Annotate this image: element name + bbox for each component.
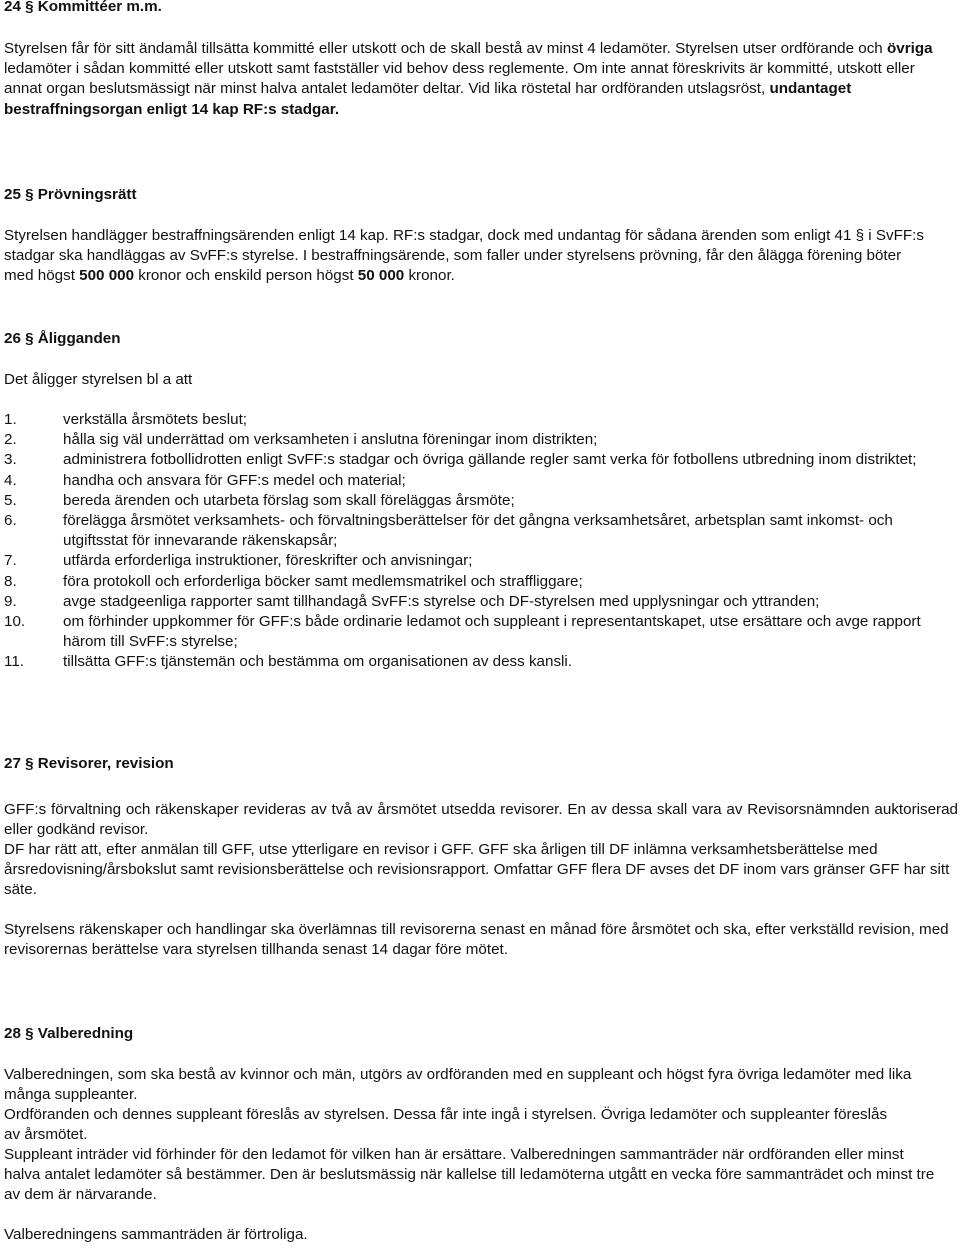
- section-27-heading: 27 § Revisorer, revision: [4, 755, 174, 772]
- duty-item-number: 8.: [4, 572, 17, 590]
- duty-list-item: [4, 652, 944, 672]
- duty-item-number: 7.: [4, 552, 17, 570]
- duty-item-number: 9.: [4, 592, 17, 610]
- duty-item-text: utfärda erforderliga instruktioner, föreskrifter och anvisningar;: [63, 552, 473, 570]
- duties-list: [4, 410, 944, 673]
- section-27-paragraph-2: DF har rätt att, efter anmälan till GFF, utse ytterligare en revisor i GFF. GFF ska årligen till DF inlämna verksamhetsberättelse med årsredovisning/årsbokslut samt revisionsberättelse och revisionsrapport. Omfattar GFF flera DF avses det DF inom vars gränser GFF har sitt säte.: [4, 841, 950, 899]
- duty-item-number: 11.: [4, 653, 24, 671]
- section-28-paragraph-1: Valberedningen, som ska bestå av kvinnor och män, utgörs av ordföranden med en suppleant och högst fyra övriga ledamöter med lika många suppleanter.: [4, 1066, 912, 1104]
- duty-item-text: bereda ärenden och utarbeta förslag som skall föreläggas årsmöte;: [63, 491, 515, 509]
- section-28-paragraph-4: Valberedningens sammanträden är förtroliga.: [4, 1226, 308, 1243]
- duty-item-text: hålla sig väl underrättad om verksamheten i anslutna föreningar inom distrikten;: [63, 431, 598, 449]
- duty-list-item: [4, 592, 944, 612]
- duty-item-text: om förhinder uppkommer för GFF:s både ordinarie ledamot och suppleant i representantskapet, utse ersättare och avge rapport härom till SvFF:s styrelse;: [63, 613, 921, 651]
- duty-item-text: föra protokoll och erforderliga böcker samt medlemsmatrikel och straffliggare;: [63, 572, 583, 590]
- section-28-paragraph-3: Suppleant inträder vid förhinder för den ledamot för vilken han är ersättare. Valberedningen sammanträder när ordföranden eller minst halva antalet ledamöter så bestämmer. Den är beslutsmässig när kallelse till ledamöterna utgått en vecka före sammanträdet och minst tre av dem är närvarande.: [4, 1146, 935, 1204]
- duty-list-item: [4, 471, 944, 491]
- section-28-heading: 28 § Valberedning: [4, 1025, 134, 1042]
- duty-item-number: 10.: [4, 613, 26, 631]
- section-27-paragraph-3: Styrelsens räkenskaper och handlingar ska överlämnas till revisorerna senast en månad före årsmötet och ska, efter verkställd revision, med revisorernas berättelse vara styrelsen tillhanda senast 14 dagar före mötet.: [4, 921, 949, 959]
- section-26-heading: 26 § Åligganden: [4, 330, 121, 347]
- duty-item-text: tillsätta GFF:s tjänstemän och bestämma om organisationen av dess kansli.: [63, 653, 573, 671]
- duty-list-item: [4, 551, 944, 571]
- duty-item-number: 2.: [4, 431, 17, 449]
- duty-item-number: 4.: [4, 471, 17, 489]
- section-27-paragraph-1: GFF:s förvaltning och räkenskaper revideras av två av årsmötet utsedda revisorer. En av dessa skall vara av Revisorsnämnden auktoriserad eller godkänd revisor.: [4, 801, 958, 839]
- section-26-intro: Det åligger styrelsen bl a att: [4, 371, 193, 388]
- duty-list-item: [4, 572, 944, 592]
- duty-list-item: [4, 430, 944, 450]
- duty-list-item: [4, 511, 944, 551]
- section-24-heading: 24 § Kommittéer m.m.: [4, 0, 162, 15]
- section-25-heading: 25 § Prövningsrätt: [4, 186, 137, 203]
- section-28-paragraph-2: Ordföranden och dennes suppleant föreslås av styrelsen. Dessa får inte ingå i styrelsen. Övriga ledamöter och suppleanter föreslås av årsmötet.: [4, 1106, 888, 1144]
- duty-item-text: förelägga årsmötet verksamhets- och förvaltningsberättelser för det gångna verksamhetsåret, arbetsplan samt inkomst- och utgiftsstat för innevarande räkenskapsår;: [63, 512, 893, 550]
- duty-item-number: 3.: [4, 451, 17, 469]
- section-25-paragraph: Styrelsen handlägger bestraffningsärenden enligt 14 kap. RF:s stadgar, dock med undantag för sådana ärenden som enligt 41 § i SvFF:s stadgar ska handläggas av SvFF:s styrelse. I bestraffningsärende, som faller under styrelsens prövning, får den ålägga förening böter med högst 500 000 kronor och enskild person högst 50 000 kronor.: [4, 227, 924, 285]
- duty-item-text: handha och ansvara för GFF:s medel och material;: [63, 471, 406, 489]
- duty-item-number: 5.: [4, 491, 17, 509]
- section-24-paragraph: Styrelsen får för sitt ändamål tillsätta kommitté eller utskott och de skall bestå av minst 4 ledamöter. Styrelsen utser ordförande och övriga ledamöter i sådan kommitté eller utskott samt fastställer vid behov dess reglemente. Om inte annat föreskrivits är kommitté, utskott eller annat organ beslutsmässigt när minst halva antalet ledamöter deltar. Vid lika röstetal har ordföranden utslagsröst, undantaget bestraffningsorgan enligt 14 kap RF:s stadgar.: [4, 40, 933, 118]
- duty-list-item: [4, 410, 944, 430]
- duty-item-number: 1.: [4, 411, 17, 428]
- duty-item-text: administrera fotbollidrotten enligt SvFF:s stadgar och övriga gällande regler samt verka för fotbollens utbredning inom distriktet;: [63, 451, 917, 469]
- duty-item-text: verkställa årsmötets beslut;: [63, 411, 248, 428]
- duty-item-number: 6.: [4, 512, 17, 530]
- duty-list-item: [4, 450, 944, 470]
- duty-list-item: [4, 491, 944, 511]
- duty-list-item: [4, 612, 944, 652]
- duty-item-text: avge stadgeenliga rapporter samt tillhandagå SvFF:s styrelse och DF-styrelsen med upplysningar och yttranden;: [63, 592, 820, 610]
